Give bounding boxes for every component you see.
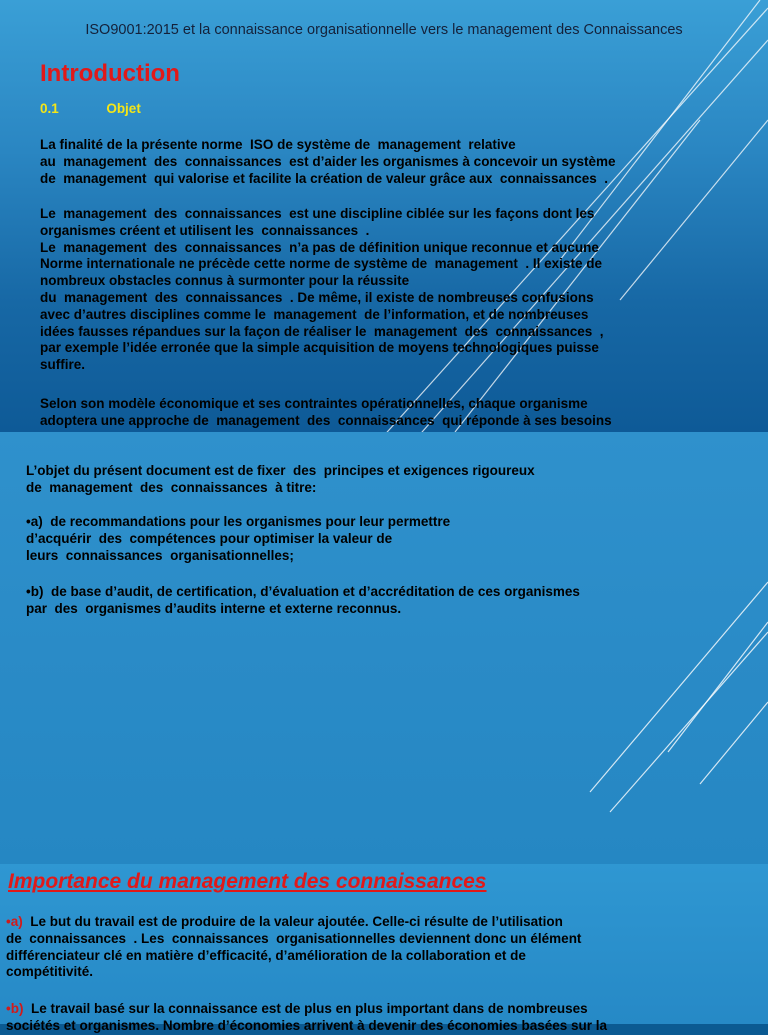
objet-intro: L’objet du présent document est de fixer des principes et exigences rigoureux de management des connaissances à titre: [26,463,535,495]
list-item-a [6,914,581,981]
bullet-marker: •a) [6,914,23,929]
slide-introduction [0,0,768,432]
slide-objet [0,432,768,864]
slide-title: Introduction [40,60,180,87]
slide-title: Importance du management des connaissances [8,870,487,893]
paragraph-2: Le management des connaissances est une discipline ciblée sur les façons dont les organismes créent et utilisent les connaissances . Le management des connaissances n’a pas de définition unique reconnue et aucune Norme internationale ne précède cette norme de système de management . Il existe de nombreux obstacles connus à surmonter pour la réussite du management des connaissances . De même, il existe de nombreuses confusions avec d’autres disciplines comme le management de l’information, et de nombreuses idées fausses répandues sur la façon de réaliser le management des connaissances , par exemple l’idée erronée que la simple acquisition de moyens technologiques puisse suffire. [40,206,604,373]
section-title: Objet [106,101,141,116]
paragraph-3: Selon son modèle économique et ses contraintes opérationnelles, chaque organisme adoptera une approche de management des connaissances qui réponde à ses besoins [40,396,612,428]
section-heading [40,101,141,116]
list-item-b: •b) de base d’audit, de certification, d’évaluation et d’accréditation de ces organismes par des organismes d’audits interne et externe reconnus. [26,584,580,616]
decorative-lines-graphic [0,432,768,864]
bullet-marker: •b) [6,1001,24,1016]
list-item-a: •a) de recommandations pour les organismes pour leur permettre d’acquérir des compétences pour optimiser la valeur de leurs connaissances organisationnelles; [26,514,451,563]
slide-header: ISO9001:2015 et la connaissance organisationnelle vers le management des Connaissances [85,22,683,38]
slide-importance [0,864,768,1033]
section-number: 0.1 [40,101,59,116]
paragraph-1: La finalité de la présente norme ISO de système de management relative au management des connaissances est d’aider les organismes à concevoir un système de management qui valorise et facilite la création de valeur grâce aux connaissances . [40,137,616,186]
list-item-b [6,1001,607,1035]
list-item-a-text: Le but du travail est de produire de la valeur ajoutée. Celle-ci résulte de l’utilisation de connaissances . Les connaissances organisationnelles deviennent donc un élément différenciateur clé en matière d’efficacité, d’amélioration de la collaboration et de compétitivité. [6,914,582,980]
list-item-b-text: Le travail basé sur la connaissance est de plus en plus important dans de nombreuses sociétés et organismes. Nombre d’économies arrivent à devenir des économies basées sur la [6,1001,608,1033]
